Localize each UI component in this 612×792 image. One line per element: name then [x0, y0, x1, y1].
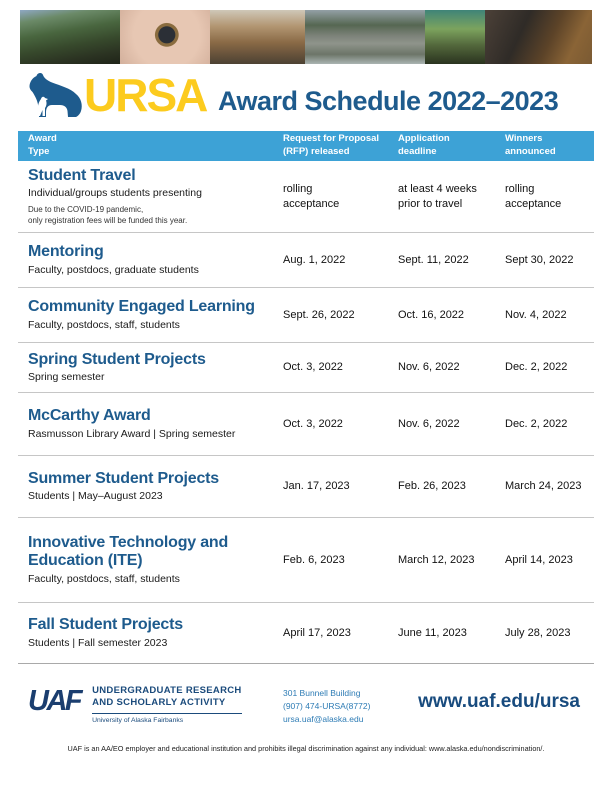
table-row-spring-student-projects: [18, 343, 594, 393]
column-header-line: Application: [398, 133, 450, 145]
website-link[interactable]: www.uaf.edu/ursa: [418, 691, 580, 712]
award-subtitle: Rasmusson Library Award | Spring semester: [28, 427, 236, 440]
application-deadline-cell: Nov. 6, 2022: [398, 417, 460, 430]
rfp-released-cell: Jan. 17, 2023: [283, 480, 350, 493]
table-row-summer-student-projects: [18, 456, 594, 518]
award-title: McCarthy Award: [28, 407, 151, 425]
banner-photo-researcher-in-lab: [210, 10, 305, 64]
award-cell: [28, 407, 283, 441]
column-header-line: announced: [505, 146, 556, 157]
column-header-award-type: [28, 133, 283, 159]
award-subtitle: Spring semester: [28, 371, 105, 384]
table-row-community-engaged-learning: [18, 288, 594, 343]
application-deadline-cell: at least 4 weeks prior to travel: [398, 182, 477, 210]
column-header-line: deadline: [398, 146, 437, 157]
winners-announced-cell: Dec. 2, 2022: [505, 417, 568, 430]
table-row-mccarthy-award: [18, 393, 594, 456]
column-header-line: Winners: [505, 133, 543, 145]
org-name-line: AND SCHOLARLY ACTIVITY: [92, 696, 226, 708]
award-note-line: Due to the COVID-19 pandemic,: [28, 204, 144, 214]
column-header-line: (RFP) released: [283, 146, 350, 157]
award-subtitle: Students | Fall semester 2023: [28, 636, 168, 649]
award-cell: [28, 243, 283, 277]
award-subtitle: Faculty, postdocs, staff, students: [28, 318, 180, 331]
table-row-student-travel: [18, 161, 594, 233]
org-name-line: UNDERGRADUATE RESEARCH: [92, 685, 242, 696]
award-cell: [28, 298, 283, 332]
contact-block: [283, 687, 370, 727]
uaf-org-block: [28, 685, 242, 724]
award-title: Student Travel: [28, 167, 136, 185]
banner-photo-film-crew: [485, 10, 592, 64]
polar-bear-logo-icon: [26, 66, 86, 124]
application-deadline-cell: Sept. 11, 2022: [398, 253, 469, 266]
award-subtitle: Individual/groups students presenting: [28, 187, 202, 200]
winners-announced-cell: Nov. 4, 2022: [505, 308, 567, 321]
winners-announced-cell: Sept 30, 2022: [505, 253, 574, 266]
winners-announced-cell: July 28, 2023: [505, 626, 571, 639]
award-cell: [28, 167, 283, 226]
award-cell: [28, 351, 283, 385]
award-title: Fall Student Projects: [28, 616, 183, 634]
application-deadline-cell: Nov. 6, 2022: [398, 361, 460, 374]
application-deadline-cell: June 11, 2023: [398, 626, 467, 639]
column-header-line: Request for Proposal: [283, 133, 380, 145]
contact-phone: (907) 474-URSA(8772): [283, 701, 371, 712]
org-divider: [92, 713, 242, 714]
contact-address: 301 Bunnell Building: [283, 688, 361, 698]
application-deadline-cell: Feb. 26, 2023: [398, 480, 466, 493]
page-title: Award Schedule 2022–2023: [218, 86, 559, 116]
university-name: University of Alaska Fairbanks: [92, 716, 184, 724]
award-title: Innovative Technology and Education (ITE): [28, 534, 229, 570]
award-title: Summer Student Projects: [28, 469, 220, 487]
rfp-released-cell: rolling acceptance: [283, 182, 340, 210]
rfp-released-cell: Oct. 3, 2022: [283, 361, 343, 374]
award-note-line: only registration fees will be funded this year.: [28, 215, 188, 225]
column-header-rfp-released: [283, 133, 398, 159]
banner-photo-beach-shoreline: [305, 10, 425, 64]
table-row-fall-student-projects: [18, 603, 594, 664]
nondiscrimination-disclaimer: UAF is an AA/EO employer and educational institution and prohibits illegal discrimination against any individual: www.alaska.edu/nondiscrimination/.: [67, 744, 545, 753]
winners-announced-cell: Dec. 2, 2022: [505, 361, 568, 374]
award-cell: [28, 534, 283, 586]
award-note: [28, 204, 269, 226]
table-row-mentoring: [18, 233, 594, 288]
rfp-released-cell: April 17, 2023: [283, 626, 351, 639]
table-header: [18, 131, 594, 161]
winners-announced-cell: rolling acceptance: [505, 182, 562, 210]
table-row-innovative-technology-education: [18, 518, 594, 603]
application-deadline-cell: Oct. 16, 2022: [398, 308, 465, 321]
award-table-body: [18, 161, 594, 664]
application-deadline-cell: March 12, 2023: [398, 553, 475, 566]
award-cell: [28, 470, 283, 504]
award-title: Community Engaged Learning: [28, 298, 255, 316]
award-subtitle: Students | May–August 2023: [28, 490, 163, 503]
org-name-block: [92, 685, 242, 724]
photo-banner: [20, 10, 592, 64]
rfp-released-cell: Oct. 3, 2022: [283, 417, 343, 430]
contact-email-link[interactable]: ursa.uaf@alaska.edu: [283, 714, 364, 725]
rfp-released-cell: Sept. 26, 2022: [283, 308, 355, 321]
banner-photo-compass-in-hand: [120, 10, 210, 64]
uaf-logo: UAF: [28, 685, 81, 717]
ursa-logo-text: URSA: [84, 69, 207, 121]
column-header-line: Award: [28, 133, 57, 145]
masthead: [20, 62, 592, 126]
rfp-released-cell: Feb. 6, 2023: [283, 553, 345, 566]
column-header-winners-announced: [505, 133, 594, 159]
footer: [18, 683, 594, 743]
award-subtitle: Faculty, postdocs, staff, students: [28, 572, 180, 585]
banner-photo-student-with-animal: [425, 10, 485, 64]
award-cell: [28, 616, 283, 650]
award-title: Mentoring: [28, 243, 104, 261]
column-header-application-deadline: [398, 133, 505, 159]
banner-photo-fieldwork-forest: [20, 10, 120, 64]
award-subtitle: Faculty, postdocs, graduate students: [28, 263, 199, 276]
column-header-line: Type: [28, 146, 50, 157]
winners-announced-cell: April 14, 2023: [505, 553, 573, 566]
winners-announced-cell: March 24, 2023: [505, 480, 582, 493]
rfp-released-cell: Aug. 1, 2022: [283, 253, 346, 266]
award-title: Spring Student Projects: [28, 350, 206, 368]
